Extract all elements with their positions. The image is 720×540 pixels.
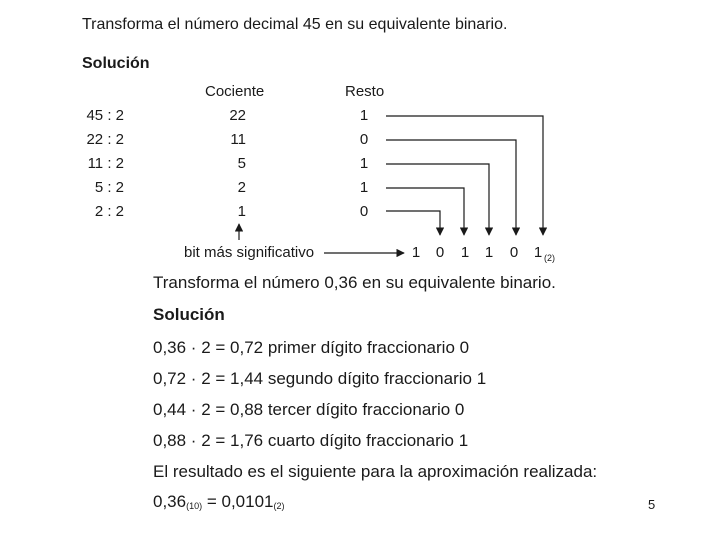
final-equals: = 0,0101 bbox=[202, 492, 274, 511]
division-cell: 2 : 2 bbox=[94, 203, 124, 220]
step-line: 0,44 · 2 = 0,88 tercer dígito fraccionario 0 bbox=[153, 400, 465, 419]
remainder-cell: 0 bbox=[359, 203, 369, 220]
division-cell: 22 : 2 bbox=[86, 131, 124, 148]
header-quotient: Cociente bbox=[205, 83, 265, 100]
conclusion-text: El resultado es el siguiente para la aproximación realizada: bbox=[153, 462, 598, 481]
step-line: 0,36 · 2 = 0,72 primer dígito fraccionario 0 bbox=[153, 338, 470, 357]
quotient-cell: 22 bbox=[229, 107, 246, 124]
problem1-statement: Transforma el número decimal 45 en su equivalente binario. bbox=[82, 16, 508, 33]
quotient-cell: 1 bbox=[237, 203, 246, 220]
final-result bbox=[153, 492, 284, 512]
quotient-cell: 11 bbox=[230, 131, 246, 148]
page-number: 5 bbox=[648, 497, 656, 512]
result-bit: 1 bbox=[411, 244, 421, 261]
result-bit: 0 bbox=[435, 244, 445, 261]
result-bit: 1 bbox=[484, 244, 494, 261]
arrow-line bbox=[386, 164, 489, 235]
problem2-statement: Transforma el número 0,36 en su equivalente binario. bbox=[153, 273, 556, 292]
msb-label: bit más significativo bbox=[184, 244, 315, 261]
remainder-cell: 0 bbox=[359, 131, 369, 148]
header-remainder: Resto bbox=[345, 83, 385, 100]
step-line: 0,72 · 2 = 1,44 segundo dígito fraccionario 1 bbox=[153, 369, 487, 388]
final-base-from: (10) bbox=[186, 501, 203, 511]
division-cell: 45 : 2 bbox=[86, 107, 124, 124]
problem2-solution-label: Solución bbox=[153, 305, 225, 324]
step-line: 0,88 · 2 = 1,76 cuarto dígito fraccionario 1 bbox=[153, 431, 469, 450]
quotient-cell: 5 bbox=[237, 155, 246, 172]
final-value: 0,36 bbox=[153, 492, 187, 511]
result-bit: 1 bbox=[460, 244, 470, 261]
result-bit: 0 bbox=[509, 244, 519, 261]
remainder-cell: 1 bbox=[359, 107, 369, 124]
result-bit: 1 bbox=[533, 244, 543, 261]
quotient-cell: 2 bbox=[237, 179, 246, 196]
division-cell: 11 : 2 bbox=[87, 155, 124, 172]
result-base: (2) bbox=[544, 253, 555, 263]
final-base-to: (2) bbox=[273, 501, 285, 511]
remainder-cell: 1 bbox=[359, 179, 369, 196]
arrow-line bbox=[386, 211, 440, 235]
problem1-solution-label: Solución bbox=[82, 55, 150, 72]
remainder-cell: 1 bbox=[359, 155, 369, 172]
division-cell: 5 : 2 bbox=[94, 179, 124, 196]
